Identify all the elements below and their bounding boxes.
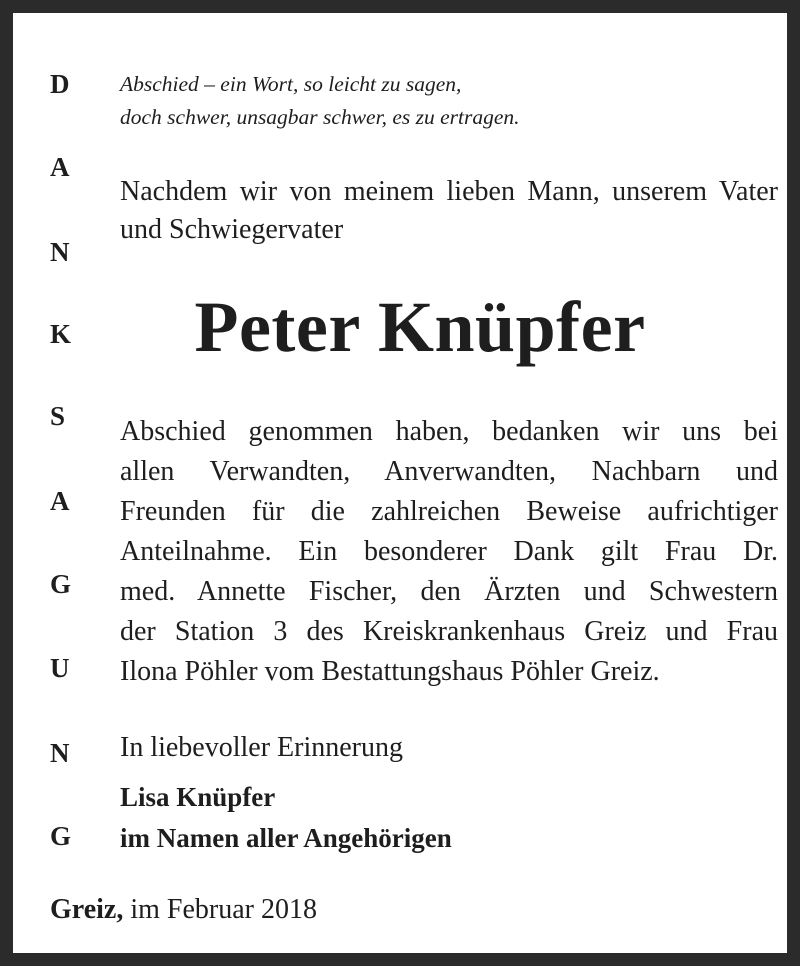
- paragraph-line: Freunden für die zahlreichen Beweise aufrichtiger: [120, 496, 778, 527]
- paragraph-line: allen Verwandten, Anverwandten, Nachbarn und: [120, 456, 778, 487]
- side-letter: D: [50, 69, 70, 99]
- memory-line: In liebevoller Erinnerung: [120, 732, 404, 763]
- paragraph-line: Ilona Pöhler vom Bestattungshaus Pöhler Greiz.: [120, 656, 660, 687]
- farewell-poem: [120, 68, 520, 134]
- place: Greiz,: [50, 894, 124, 925]
- side-letter: U: [50, 653, 70, 683]
- intro-text: Nachdem wir von meinem lieben Mann, unserem Vater und Schwiegervater: [120, 176, 778, 245]
- side-letter: A: [50, 152, 70, 182]
- side-letter: N: [50, 237, 70, 267]
- paragraph-line: Anteilnahme. Ein besonderer Dank gilt Frau Dr.: [120, 536, 778, 567]
- signer-note: im Namen aller Angehörigen: [120, 823, 452, 853]
- side-letter: G: [50, 821, 72, 851]
- side-letter: A: [50, 486, 70, 516]
- side-letter: S: [50, 401, 66, 431]
- side-letter: K: [50, 319, 72, 349]
- place-date: [50, 891, 317, 929]
- side-letter: N: [50, 738, 70, 768]
- deceased-name: Peter Knüpfer: [194, 287, 646, 367]
- poem-line: doch schwer, unsagbar schwer, es zu ertragen.: [120, 105, 520, 129]
- signer-name: Lisa Knüpfer: [120, 782, 276, 812]
- paragraph-line: med. Annette Fischer, den Ärzten und Schwestern: [120, 576, 778, 607]
- thanks-paragraph: [120, 412, 778, 692]
- side-letter: G: [50, 569, 72, 599]
- poem-line: Abschied – ein Wort, so leicht zu sagen,: [120, 72, 462, 96]
- date: im Februar 2018: [130, 894, 317, 925]
- paragraph-line: der Station 3 des Kreiskrankenhaus Greiz und Frau: [120, 616, 778, 647]
- paragraph-line: Abschied genommen haben, bedanken wir uns bei: [120, 416, 778, 447]
